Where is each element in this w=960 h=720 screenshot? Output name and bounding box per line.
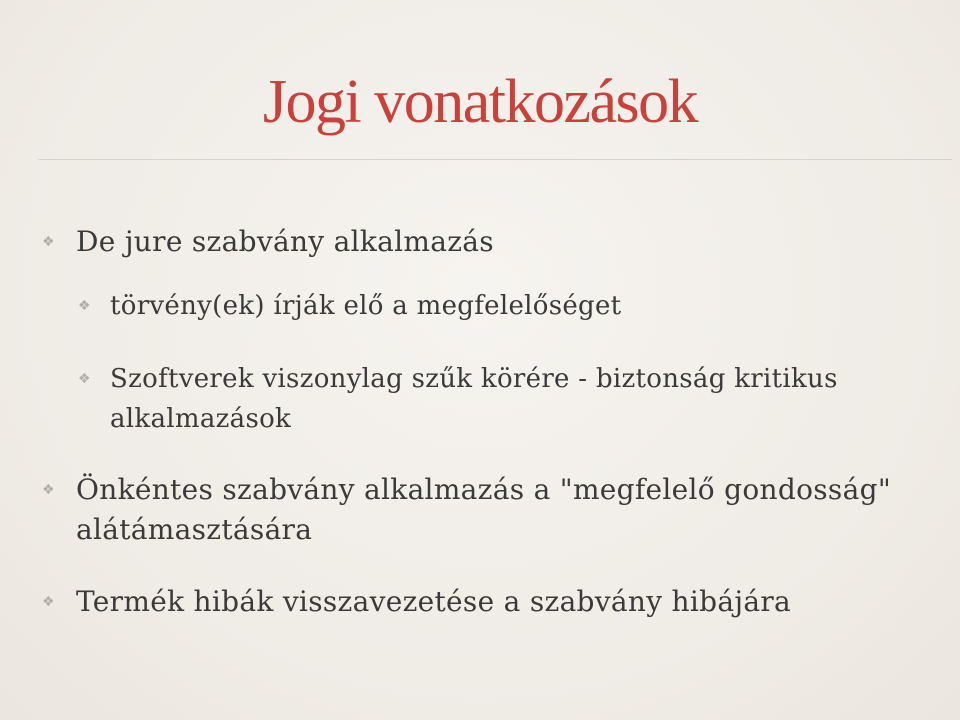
bullet-text: Termék hibák visszavezetése a szabvány hibájára [76, 585, 792, 618]
four-petal-ornament-icon: ❖ [42, 482, 55, 498]
title-divider [38, 159, 952, 160]
sub-bullet-item [78, 286, 622, 326]
four-petal-ornament-icon: ❖ [78, 371, 91, 387]
bullet-item [42, 582, 792, 622]
bullet-text: De jure szabvány alkalmazás [76, 225, 494, 258]
sub-bullet-item [78, 359, 840, 439]
bullet-text: Szoftverek viszonylag szűk körére - biztonság kritikus alkalmazások [110, 364, 838, 434]
bullet-text: törvény(ek) írják elő a megfelelőséget [110, 291, 622, 321]
bullet-text: Önkéntes szabvány alkalmazás a "megfelelő gondosság" alátámasztására [76, 473, 891, 546]
four-petal-ornament-icon: ❖ [42, 594, 55, 610]
slide-title: Jogi vonatkozások [262, 68, 698, 136]
four-petal-ornament-icon: ❖ [42, 234, 55, 250]
bullet-item [42, 470, 936, 550]
four-petal-ornament-icon: ❖ [78, 298, 91, 314]
bullet-item [42, 222, 494, 262]
